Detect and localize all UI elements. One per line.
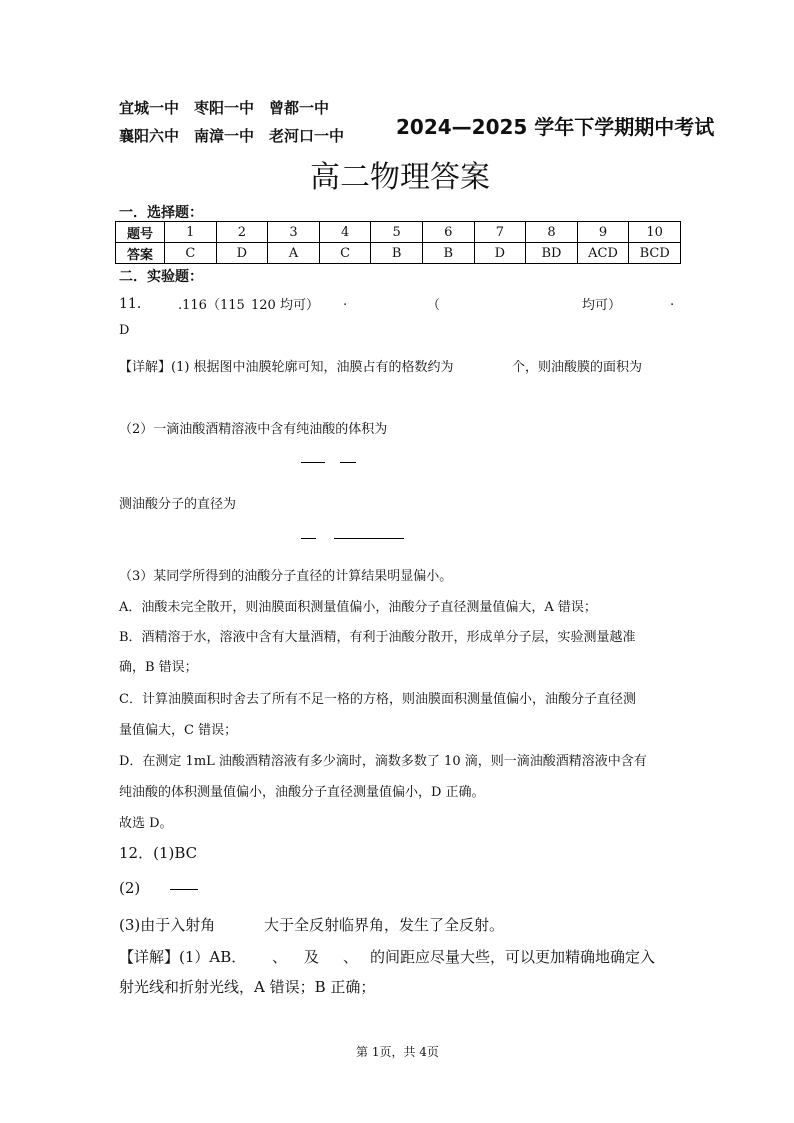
q11-detail-4: （3）某同学所得到的油酸分子直径的计算结果明显偏小。 (119, 569, 453, 584)
q11-option-d-line1: D．在测定 1mL 油酸酒精溶液有多少滴时，滴数多数了 10 滴，则一滴油酸酒精溶液中含有 (119, 754, 647, 769)
fraction-bar (170, 889, 198, 890)
q11-detail-1a: 【详解】(1) 根据图中油膜轮廓可知，油膜占有的格数约为 (119, 360, 454, 375)
q11-detail-2: （2）一滴油酸酒精溶液中含有纯油酸的体积为 (119, 422, 388, 437)
answer-cell: D (216, 243, 268, 264)
question-cell: 5 (371, 222, 423, 243)
question-cell: 2 (216, 222, 268, 243)
q11-answer-1-range: 120 均可） (251, 298, 319, 313)
q11-conclusion: 故选 D。 (119, 816, 173, 831)
question-cell: 7 (474, 222, 526, 243)
q11-dot-2: . (670, 294, 675, 309)
fraction-bar (340, 462, 356, 463)
row-label-answer: 答案 (116, 243, 165, 264)
q12-detail-1e: 的间距应尽量大些，可以更加精确地确定入 (370, 948, 656, 966)
answer-cell: B (422, 243, 474, 264)
q11-option-c-line1: C．计算油膜面积时舍去了所有不足一格的方格，则油膜面积测量值偏小，油酸分子直径测 (119, 692, 636, 707)
answer-cell: BD (526, 243, 578, 264)
answer-cell: D (474, 243, 526, 264)
exam-title: 2024—2025 学年下学期期中考试 (396, 115, 715, 139)
q12-detail-1d: 、 (343, 948, 359, 966)
q11-option-d-line2: 纯油酸的体积测量值偏小，油酸分子直径测量值偏小，D 正确。 (119, 785, 485, 800)
q12-answer-1: 12．(1)BC (119, 844, 198, 862)
q11-option-b-line2: 确，B 错误； (119, 660, 198, 675)
q11-option-b-line1: B．酒精溶于水，溶液中含有大量酒精，有利于油酸分散开，形成单分子层，实验测量越准 (119, 630, 636, 645)
question-cell: 8 (526, 222, 578, 243)
answer-cell: A (268, 243, 320, 264)
question-cell: 3 (268, 222, 320, 243)
question-cell: 4 (319, 222, 371, 243)
q11-number: 11． (119, 296, 151, 312)
answer-cell: B (371, 243, 423, 264)
answer-table (115, 221, 681, 264)
question-number-row (116, 222, 681, 243)
q12-detail-1c: 及 (304, 948, 320, 966)
q11-answer-1: .116（115 (178, 298, 245, 313)
question-cell: 6 (422, 222, 474, 243)
page-footer: 第 1页，共 4页 (356, 1045, 439, 1059)
fraction-bar (301, 538, 316, 539)
answer-cell: C (319, 243, 371, 264)
q12-answer-3a: (3)由于入射角 (119, 916, 216, 934)
q11-option-a: A．油酸未完全散开，则油膜面积测量值偏小，油酸分子直径测量值偏大，A 错误； (119, 600, 597, 615)
page-title: 高二物理答案 (310, 160, 490, 195)
fraction-bar (334, 538, 404, 539)
q11-paren-open: （ (427, 298, 441, 313)
answer-cell: C (165, 243, 217, 264)
answer-cell: BCD (629, 243, 681, 264)
section-heading-experiment: 二．实验题： (119, 269, 203, 285)
question-cell: 1 (165, 222, 217, 243)
schools-line-2: 襄阳六中 南漳一中 老河口一中 (119, 127, 345, 145)
q11-dot-1: . (343, 294, 348, 309)
q11-option-c-line2: 量值偏大，C 错误； (119, 723, 238, 738)
q11-paren-close: 均可） (582, 298, 622, 313)
section-heading-choice: 一．选择题： (119, 205, 203, 221)
row-label-question: 题号 (116, 222, 165, 243)
q11-answer-3: D (119, 323, 130, 338)
q12-detail-2: 射光线和折射光线，A 错误；B 正确； (119, 978, 376, 996)
q12-answer-2: (2) (119, 879, 141, 897)
question-cell: 10 (629, 222, 681, 243)
q12-answer-3b: 大于全反射临界角，发生了全反射。 (264, 916, 505, 934)
q12-detail-1b: 、 (272, 948, 288, 966)
q11-detail-1b: 个，则油酸膜的面积为 (512, 360, 643, 375)
answer-row (116, 243, 681, 264)
question-cell: 9 (577, 222, 629, 243)
fraction-bar (301, 462, 325, 463)
schools-line-1: 宜城一中 枣阳一中 曾都一中 (119, 99, 330, 117)
q12-detail-1a: 【详解】(1）AB． (119, 948, 247, 966)
answer-cell: ACD (577, 243, 629, 264)
q11-detail-3: 测油酸分子的直径为 (119, 497, 237, 512)
